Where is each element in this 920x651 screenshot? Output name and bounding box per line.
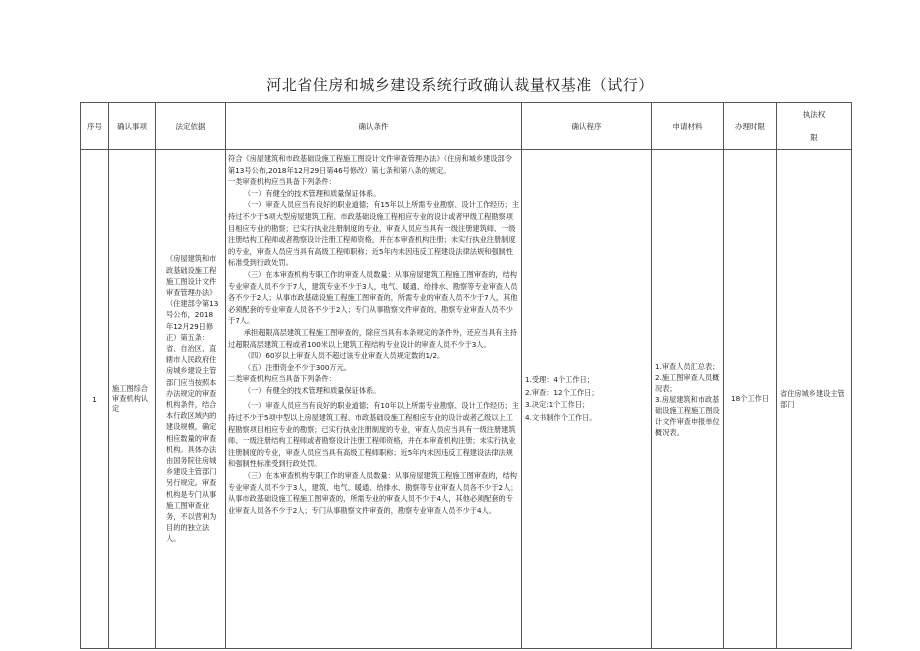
cell-authority: 省住房城乡建设主管部门 — [777, 150, 852, 649]
header-procedure: 确认程序 — [522, 103, 652, 150]
material-item: 3.房屋建筑和市政基础设施工程施工图设计文件审查申报单位概况表。 — [655, 394, 720, 437]
material-item: 1.审查人员汇总表； — [655, 361, 720, 371]
header-authority-line2: 限 — [810, 133, 818, 142]
procedure-step: 4.文书制作个工作日。 — [525, 412, 597, 422]
cell-item: 施工图综合审查机构认定 — [109, 150, 156, 649]
condition-paragraph: （五）注册资金不少于300万元。 — [243, 362, 351, 372]
condition-paragraph: 承担超限高层建筑工程施工图审查的，除应当具有本条规定的条件外，还应当具有主持过超限高层建筑工程或者100米以上建筑工程结构专业设计的审查人员不少于3人。 — [228, 327, 517, 349]
condition-paragraph: （一）有健全的技术管理和质量保证体系。 — [243, 188, 381, 198]
condition-paragraph: 一类审查机构应当具备下列条件： — [228, 177, 336, 187]
discretion-benchmark-table — [80, 102, 852, 649]
condition-paragraph: 二类审查机构应当具备下列条件： — [228, 374, 336, 384]
cell-condition — [226, 150, 522, 649]
condition-paragraph: （一）有健全的技术管理和质量保证体系。 — [243, 385, 381, 395]
condition-paragraph: （三）在本审查机构专职工作的审查人员数量：从事房屋建筑工程施工图审查的，结构专业审查人员不少于7人，建筑专业不少于3人，电气、暖通、给排水、勘察等专业审查人员各不少于2人；从事市政基础设施工程施工图审查的，所需专业的审查人员不少于7人，其他必须配套的专业审查人员各不少于2人；专门从事勘察文件审查的，勘察专业审查人员不少于7人。 — [228, 269, 518, 326]
condition-paragraph: （四）60岁以上审查人员不超过该专业审查人员规定数的1/2。 — [243, 351, 445, 361]
header-item: 确认事项 — [109, 103, 156, 150]
condition-paragraph: （一）审查人员应当有良好的职业道德；有10年以上所需专业勘察、设计工作经历；主持过不少于5项中型以上房屋建筑工程、市政基础设施工程相应专业的设计或者乙级以上工程勘察项目相应专业的勘察；已实行执业注册制度的专业，审查人员应当具有一级注册建筑师、一级注册结构工程师或者勘察设计注册工程师资格，并在本审查机构注册；未实行执业注册制度的专业，审查人员应当具有高级工程师职称；近5年内未因违反工程建设法律法规和强制性标准受到行政处罚。 — [228, 401, 519, 469]
header-condition: 确认条件 — [226, 103, 522, 150]
cell-procedure — [522, 150, 652, 649]
procedure-step: 1.受理：4个工作日； — [525, 375, 594, 384]
procedure-step: 3.决定:1个工作日； — [525, 400, 590, 409]
header-basis: 法定依据 — [156, 103, 226, 150]
condition-paragraph: （三）在本审查机构专职工作的审查人员数量：从事房屋建筑工程施工图审查的，结构专业审查人员不少于3人，建筑、电气、暖通、给排水、勘察等专业审查人员各不少于2人；从事市政基础设施工程施工图审查的，所需专业的审查人员不少于4人，其他必须配套的专业审查人员各不少于2人；专门从事勘察文件审查的，勘察专业审查人员不少于4人。 — [228, 471, 518, 515]
header-materials: 申请材料 — [652, 103, 724, 150]
table-row — [81, 150, 852, 649]
procedure-step: 2.审查：12个工作日； — [525, 387, 599, 397]
cell-materials — [652, 150, 724, 649]
header-time-limit: 办理时限 — [724, 103, 777, 150]
header-authority-line1: 执法权 — [802, 110, 826, 119]
condition-paragraph: 符合《房屋建筑和市政基础设施工程施工图设计文件审查管理办法》（住房和城乡建设部令第13号公布,2018年12月29日第46号修改）第七条和第八条的规定。 — [228, 154, 512, 175]
table-header-row — [81, 103, 852, 150]
document-title: 河北省住房和城乡建设系统行政确认裁量权基准（试行） — [266, 76, 654, 94]
material-item: 2.施工图审查人员概况表； — [655, 372, 720, 393]
cell-no: 1 — [81, 150, 109, 649]
condition-paragraph: （一）审查人员应当有良好的职业道德；有15年以上所需专业勘察、设计工作经历；主持过不少于5项大型房屋建筑工程、市政基础设施工程相应专业的设计或者甲级工程勘察项目相应专业的勘察；已实行执业注册制度的专业，审查人员应当具有一级注册建筑师、一级注册结构工程师或者勘察设计注册工程师资格，并在本审查机构注册；未实行执业注册制度的专业，审查人员应当具有高级工程师职称；近5年内未因违反工程建设法律法规和强制性标准受到行政处罚。 — [228, 200, 519, 268]
header-authority — [777, 103, 852, 150]
cell-time-limit: 18个工作日 — [724, 150, 777, 649]
header-no: 序号 — [81, 103, 109, 150]
cell-basis: 《房屋建筑和市政基础设施工程施工图设计文件审查管理办法》（住建部令第13号公布，2018年12月29日修正）第五条：省、自治区、直辖市人民政府住房城乡建设主管部门应当按照本办法规定的审查机构条件，结合本行政区域内的建设规模，确定相应数量的审查机构。具体办法由国务院住房城乡建设主管部门另行规定。审查机构是专门从事施工图审查业务，不以营利为目的的独立法人。 — [156, 150, 226, 649]
